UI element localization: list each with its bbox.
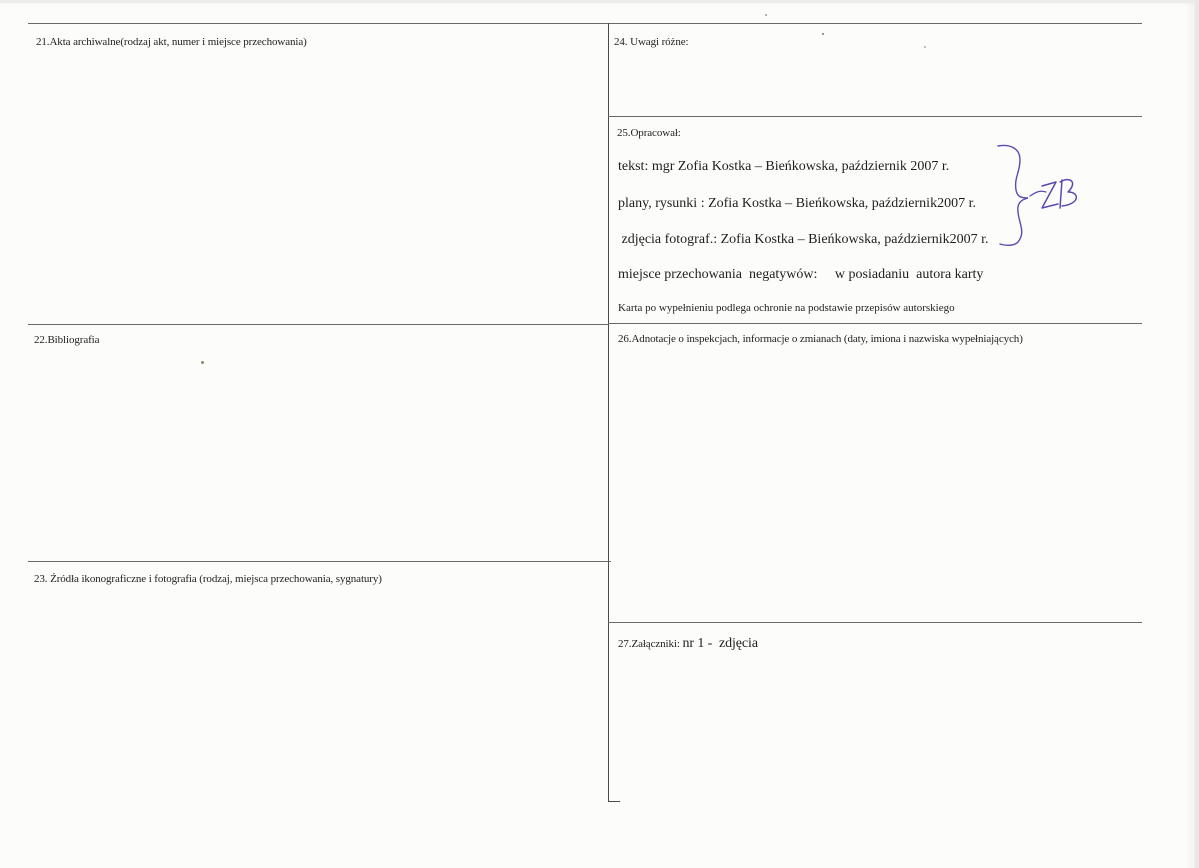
section-27-label bbox=[618, 637, 758, 651]
rule-26-27 bbox=[608, 622, 1142, 623]
section-26-label: 26.Adnotacje o inspekcjach, informacje o zmianach (daty, imiona i nazwiska wypełniających) bbox=[618, 333, 1023, 345]
section-27-title: 27.Załączniki: bbox=[618, 638, 680, 650]
rule-25-26 bbox=[608, 323, 1142, 324]
section-22-label: 22.Bibliografia bbox=[34, 334, 100, 346]
scan-speck bbox=[201, 361, 204, 364]
divider-foot bbox=[608, 801, 620, 802]
rule-21-22 bbox=[28, 324, 608, 325]
copyright-note: Karta po wypełnieniu podlega ochronie na podstawie przepisów autorskiego bbox=[618, 302, 955, 314]
rule-24-25 bbox=[608, 116, 1142, 117]
center-divider bbox=[608, 23, 609, 801]
scan-speck bbox=[822, 33, 824, 35]
section-25-photos-line: zdjęcia fotograf.: Zofia Kostka – Bieńkowska, październik2007 r. bbox=[618, 232, 989, 247]
section-24-label: 24. Uwagi różne: bbox=[614, 36, 689, 48]
section-25-negatives-line: miejsce przechowania negatywów: w posiadaniu autora karty bbox=[618, 267, 984, 282]
section-25-plans-line: plany, rysunki : Zofia Kostka – Bieńkowska, październik2007 r. bbox=[618, 196, 976, 211]
scan-speck bbox=[924, 46, 926, 48]
scan-speck bbox=[765, 14, 767, 16]
scan-edge-right bbox=[1195, 0, 1199, 868]
scan-edge-top bbox=[0, 0, 1199, 3]
section-25-label: 25.Opracował: bbox=[617, 127, 681, 139]
handwritten-initials-signature bbox=[990, 142, 1100, 252]
section-27-value: nr 1 - zdjęcia bbox=[682, 636, 758, 651]
section-23-label: 23. Źródła ikonograficzne i fotografia (rodzaj, miejsca przechowania, sygnatury) bbox=[34, 573, 382, 585]
top-rule bbox=[28, 23, 1142, 24]
rule-22-23 bbox=[28, 561, 611, 562]
section-21-label: 21.Akta archiwalne(rodzaj akt, numer i miejsce przechowania) bbox=[36, 36, 307, 48]
section-25-text-line: tekst: mgr Zofia Kostka – Bieńkowska, październik 2007 r. bbox=[618, 159, 950, 174]
